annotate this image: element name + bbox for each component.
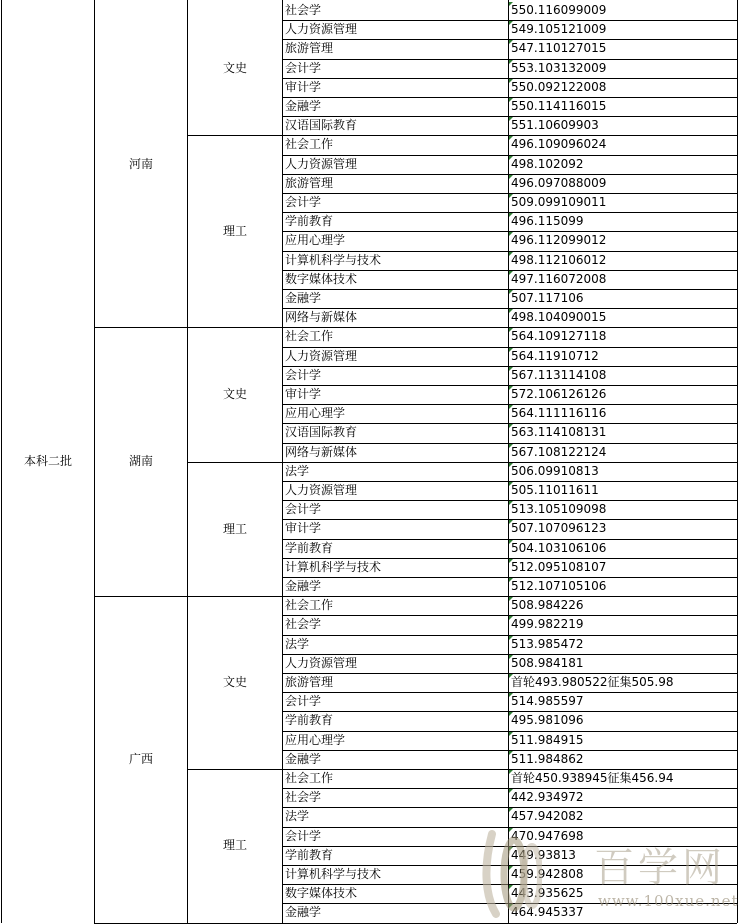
major-name: 社会工作 [285,137,334,152]
score-value: 564.109127118 [511,329,607,344]
track-label: 理工 [222,224,247,239]
major-name: 旅游管理 [285,41,334,56]
major-name: 计算机科学与技术 [285,252,382,267]
score-value: 547.110127015 [511,41,607,56]
major-name: 会计学 [285,694,322,709]
cell-marker [509,751,513,755]
score-value: 443.935625 [511,886,584,901]
score-value: 506.09910813 [511,463,599,478]
score-value: 470.947698 [511,828,584,843]
score-value: 550.116099009 [511,3,607,17]
cell-marker [509,674,513,678]
cell-marker [509,616,513,620]
major-name: 法学 [285,636,310,651]
cell-marker [509,770,513,774]
score-value: 512.095108107 [511,559,607,574]
major-name: 社会工作 [285,329,334,344]
major-name: 学前教育 [285,214,334,229]
score-value: 551.10609903 [511,118,599,133]
major-name: 人力资源管理 [285,22,358,37]
score-value: 504.103106106 [511,540,607,555]
cell-marker [509,540,513,544]
major-name: 法学 [285,463,310,478]
score-value: 564.111116116 [511,406,607,421]
province-label: 湖南 [128,454,153,469]
major-name: 旅游管理 [285,175,334,190]
score-value: 496.097088009 [511,175,607,190]
score-value: 496.112099012 [511,233,607,248]
cell-marker [509,271,513,275]
score-value: 553.103132009 [511,60,607,75]
major-name: 人力资源管理 [285,483,358,497]
major-name: 数字媒体技术 [285,886,358,901]
track-label: 文史 [222,675,247,690]
score-value: 550.092122008 [511,79,607,94]
cell-marker [509,463,513,467]
major-name: 人力资源管理 [285,156,358,171]
cell-marker [509,309,513,313]
score-value: 563.114108131 [511,425,607,440]
cell-marker [509,732,513,736]
major-name: 人力资源管理 [285,348,358,363]
cell-marker [509,424,513,428]
score-value: 511.984915 [511,732,584,747]
major-name: 金融学 [285,751,322,766]
score-value: 464.945337 [511,905,584,920]
cell-marker [509,808,513,812]
score-value: 496.115099 [511,214,584,229]
cell-marker [509,405,513,409]
track-label: 文史 [222,61,247,75]
major-name: 会计学 [285,60,322,75]
score-value: 442.934972 [511,790,584,805]
batch-label: 本科二批 [23,454,72,468]
major-name: 计算机科学与技术 [285,867,382,881]
cell-marker [509,2,513,6]
score-value: 499.982219 [511,617,584,632]
score-value: 459.942808 [511,867,584,881]
cell-marker [509,636,513,640]
cell-marker [509,232,513,236]
major-name: 法学 [285,809,310,824]
score-value: 495.981096 [511,713,584,728]
major-name: 学前教育 [285,540,334,555]
cell-marker [509,290,513,294]
cell-marker [509,501,513,505]
cell-marker [509,789,513,793]
cell-marker [509,367,513,371]
score-value: 513.105109098 [511,502,607,517]
score-value: 511.984862 [511,751,584,766]
score-value: 567.108122124 [511,444,607,459]
major-name: 应用心理学 [285,732,346,747]
cell-marker [509,117,513,121]
province-label: 广西 [128,752,153,767]
score-value: 首轮493.980522征集505.98 [511,675,674,689]
cell-marker [509,348,513,352]
cell-marker [509,60,513,64]
cell-marker [509,252,513,256]
cell-marker [509,328,513,332]
score-value: 513.985472 [511,636,584,651]
cell-marker [509,655,513,659]
major-name: 金融学 [285,99,322,113]
major-name: 审计学 [285,387,322,401]
score-value: 549.105121009 [511,22,607,37]
major-name: 网络与新媒体 [285,310,358,325]
cell-marker [509,712,513,716]
cell-marker [509,156,513,160]
cell-marker [509,21,513,25]
score-value: 498.112106012 [511,252,607,267]
watermark-site-name: 百学网 [594,845,726,891]
major-name: 社会学 [285,617,322,632]
major-name: 旅游管理 [285,675,334,689]
score-value: 507.107096123 [511,521,607,536]
major-name: 会计学 [285,195,322,209]
track-label: 理工 [222,521,247,536]
score-value: 497.116072008 [511,271,607,286]
track-label: 理工 [222,838,247,852]
major-name: 社会学 [285,3,322,17]
major-name: 审计学 [285,79,322,94]
score-value: 508.984181 [511,655,584,670]
cell-marker [509,194,513,198]
major-name: 学前教育 [285,847,334,862]
cell-marker [509,386,513,390]
score-value: 509.099109011 [511,195,607,209]
score-value: 508.984226 [511,598,584,613]
major-name: 人力资源管理 [285,655,358,670]
cell-marker [509,175,513,179]
cell-marker [509,693,513,697]
cell-marker [509,213,513,217]
cell-marker [509,559,513,563]
brush-100-logo-icon [482,824,542,918]
province-label: 河南 [128,157,153,171]
cell-marker [509,482,513,486]
major-name: 数字媒体技术 [285,271,358,286]
score-value: 498.102092 [511,156,584,171]
major-name: 社会工作 [285,598,334,613]
major-name: 汉语国际教育 [285,118,358,133]
score-value: 457.942082 [511,809,584,824]
major-name: 应用心理学 [285,233,346,248]
major-name: 计算机科学与技术 [285,559,382,574]
watermark [470,818,738,923]
score-value: 572.106126126 [511,387,607,401]
score-value: 首轮450.938945征集456.94 [511,771,674,785]
major-name: 会计学 [285,828,322,843]
major-name: 学前教育 [285,713,334,728]
cell-marker [509,136,513,140]
score-value: 498.104090015 [511,310,607,325]
score-value: 512.107105106 [511,579,607,593]
cell-marker [509,597,513,601]
cell-marker [509,578,513,582]
major-name: 会计学 [285,367,322,382]
score-value: 514.985597 [511,694,584,709]
major-name: 金融学 [285,291,322,305]
cell-marker [509,79,513,83]
score-value: 550.114116015 [511,99,607,113]
major-name: 社会工作 [285,771,334,785]
cell-marker [509,40,513,44]
major-name: 汉语国际教育 [285,425,358,440]
cell-marker [509,520,513,524]
major-name: 应用心理学 [285,406,346,421]
score-value: 507.117106 [511,291,584,305]
major-name: 金融学 [285,905,322,920]
major-name: 会计学 [285,502,322,517]
major-name: 金融学 [285,579,322,593]
score-value: 505.11011611 [511,483,599,497]
track-label: 文史 [222,387,247,402]
score-value: 496.109096024 [511,137,607,152]
major-name: 社会学 [285,790,322,805]
major-name: 网络与新媒体 [285,444,358,459]
cell-marker [509,98,513,102]
watermark-url: www.100xue.net [598,892,738,910]
cell-marker [509,444,513,448]
score-value: 567.113114108 [511,367,607,382]
score-value: 449.93813 [511,847,576,862]
score-value: 564.11910712 [511,348,599,363]
major-name: 审计学 [285,521,322,536]
